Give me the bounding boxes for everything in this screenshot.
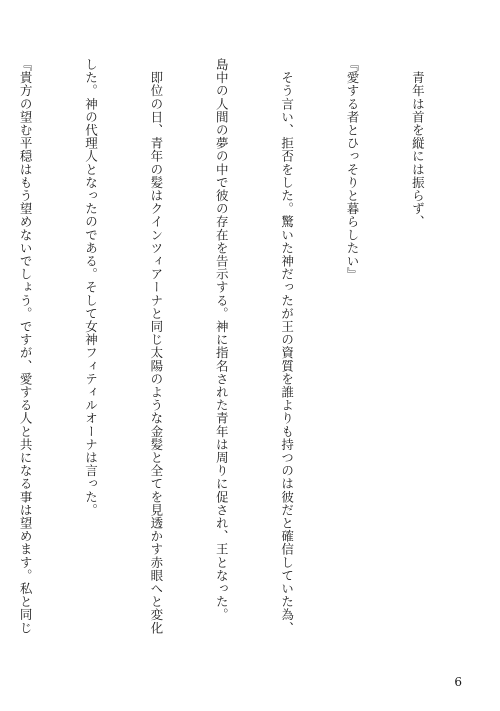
text-line: 『貴方の望む平穏はもう望めないでしょう。ですが、愛する人と共になる事は望めます。私と同じ <box>18 58 34 635</box>
body-text <box>18 58 472 668</box>
text-line: そう言い、拒否をした。驚いた神だったが王の資質を誰よりも持つのは彼だと確信していた為、 <box>279 58 295 635</box>
text-line: 島中の人間の夢の中で彼の存在を告示する。神に指名された青年は周りに促され、王となった。 <box>214 58 230 622</box>
text-line: 即位の日、青年の髪はクインツィアーナと同じ太陽のような金髪と全てを見透かす赤眼へと変化 <box>148 58 164 635</box>
text-line: 青年は首を縦には振らず、 <box>410 58 426 229</box>
text-line: 『愛する者とひっそりと暮らしたい』 <box>345 58 361 281</box>
page-number: 6 <box>454 675 462 689</box>
text-line: した。神の代理人となったのである。そして女神フィティルオーナは言った。 <box>83 58 99 517</box>
